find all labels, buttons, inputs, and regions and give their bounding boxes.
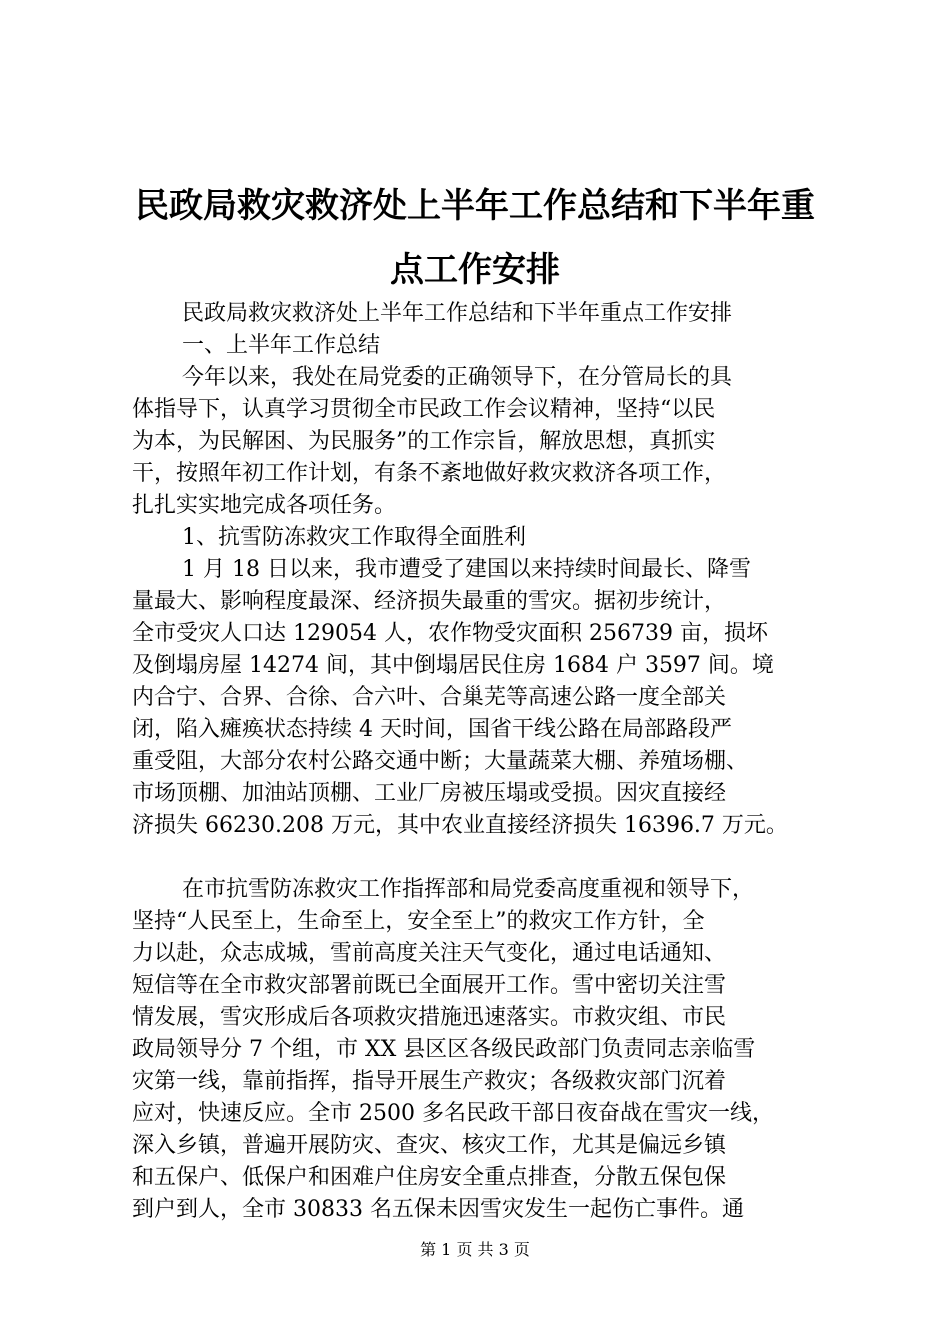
text-line: 一、上半年工作总结 <box>182 333 381 358</box>
paragraph-gap <box>132 842 852 874</box>
text-line: 到户到人，全市 30833 名五保未因雪灾发生一起伤亡事件。通 <box>132 1197 744 1222</box>
text-line: 短信等在全市救灾部署前既已全面展开工作。雪中密切关注雪 <box>132 973 727 998</box>
document-body <box>132 298 852 1226</box>
text-line: 政局领导分 7 个组，市 XX 县区区各级民政部门负责同志亲临雪 <box>132 1037 756 1062</box>
text-line: 坚持“人民至上，生命至上，安全至上”的救灾工作方针，全 <box>132 909 705 934</box>
text-line: 为本，为民解困、为民服务”的工作宗旨，解放思想，真抓实 <box>132 429 716 454</box>
text-line: 量最大、影响程度最深、经济损失最重的雪灾。据初步统计， <box>132 589 727 614</box>
document-title-line-1: 民政局救灾救济处上半年工作总结和下半年重 <box>135 186 815 226</box>
text-line: 应对，快速反应。全市 2500 多名民政干部日夜奋战在雪灾一线， <box>132 1101 774 1126</box>
text-line: 1、抗雪防冻救灾工作取得全面胜利 <box>182 525 526 550</box>
document-title-line-2: 点工作安排 <box>390 250 560 290</box>
text-line: 闭，陷入瘫痪状态持续 4 天时间，国省干线公路在局部路段严 <box>132 717 732 742</box>
text-line: 扎扎实实地完成各项任务。 <box>132 493 397 518</box>
text-line: 今年以来，我处在局党委的正确领导下，在分管局长的具 <box>182 365 733 390</box>
text-line: 重受阻，大部分农村公路交通中断；大量蔬菜大棚、养殖场棚、 <box>132 749 749 774</box>
text-line: 力以赴，众志成城，雪前高度关注天气变化，通过电话通知、 <box>132 941 727 966</box>
text-line: 灾第一线，靠前指挥，指导开展生产救灾；各级救灾部门沉着 <box>132 1069 727 1094</box>
text-line: 在市抗雪防冻救灾工作指挥部和局党委高度重视和领导下， <box>182 877 755 902</box>
text-line: 及倒塌房屋 14274 间，其中倒塌居民住房 1684 户 3597 间。境 <box>132 653 774 678</box>
text-line: 内合宁、合界、合徐、合六叶、合巢芜等高速公路一度全部关 <box>132 685 727 710</box>
text-line: 情发展，雪灾形成后各项救灾措施迅速落实。市救灾组、市民 <box>132 1005 727 1030</box>
text-line: 深入乡镇，普遍开展防灾、查灾、核灾工作，尤其是偏远乡镇 <box>132 1133 727 1158</box>
text-line: 全市受灾人口达 129054 人，农作物受灾面积 256739 亩，损坏 <box>132 621 768 646</box>
text-line: 体指导下，认真学习贯彻全市民政工作会议精神，坚持“以民 <box>132 397 716 422</box>
text-line: 民政局救灾救济处上半年工作总结和下半年重点工作安排 <box>182 301 733 326</box>
text-line: 和五保户、低保户和困难户住房安全重点排查，分散五保包保 <box>132 1165 727 1190</box>
page-number-footer: 第 1 页 共 3 页 <box>420 1240 530 1259</box>
text-line: 市场顶棚、加油站顶棚、工业厂房被压塌或受损。因灾直接经 <box>132 781 727 806</box>
text-line: 济损失 66230.208 万元，其中农业直接经济损失 16396.7 万元。 <box>132 813 788 838</box>
text-line: 干，按照年初工作计划，有条不紊地做好救灾救济各项工作， <box>132 461 727 486</box>
text-line: 1 月 18 日以来，我市遭受了建国以来持续时间最长、降雪 <box>182 557 751 582</box>
